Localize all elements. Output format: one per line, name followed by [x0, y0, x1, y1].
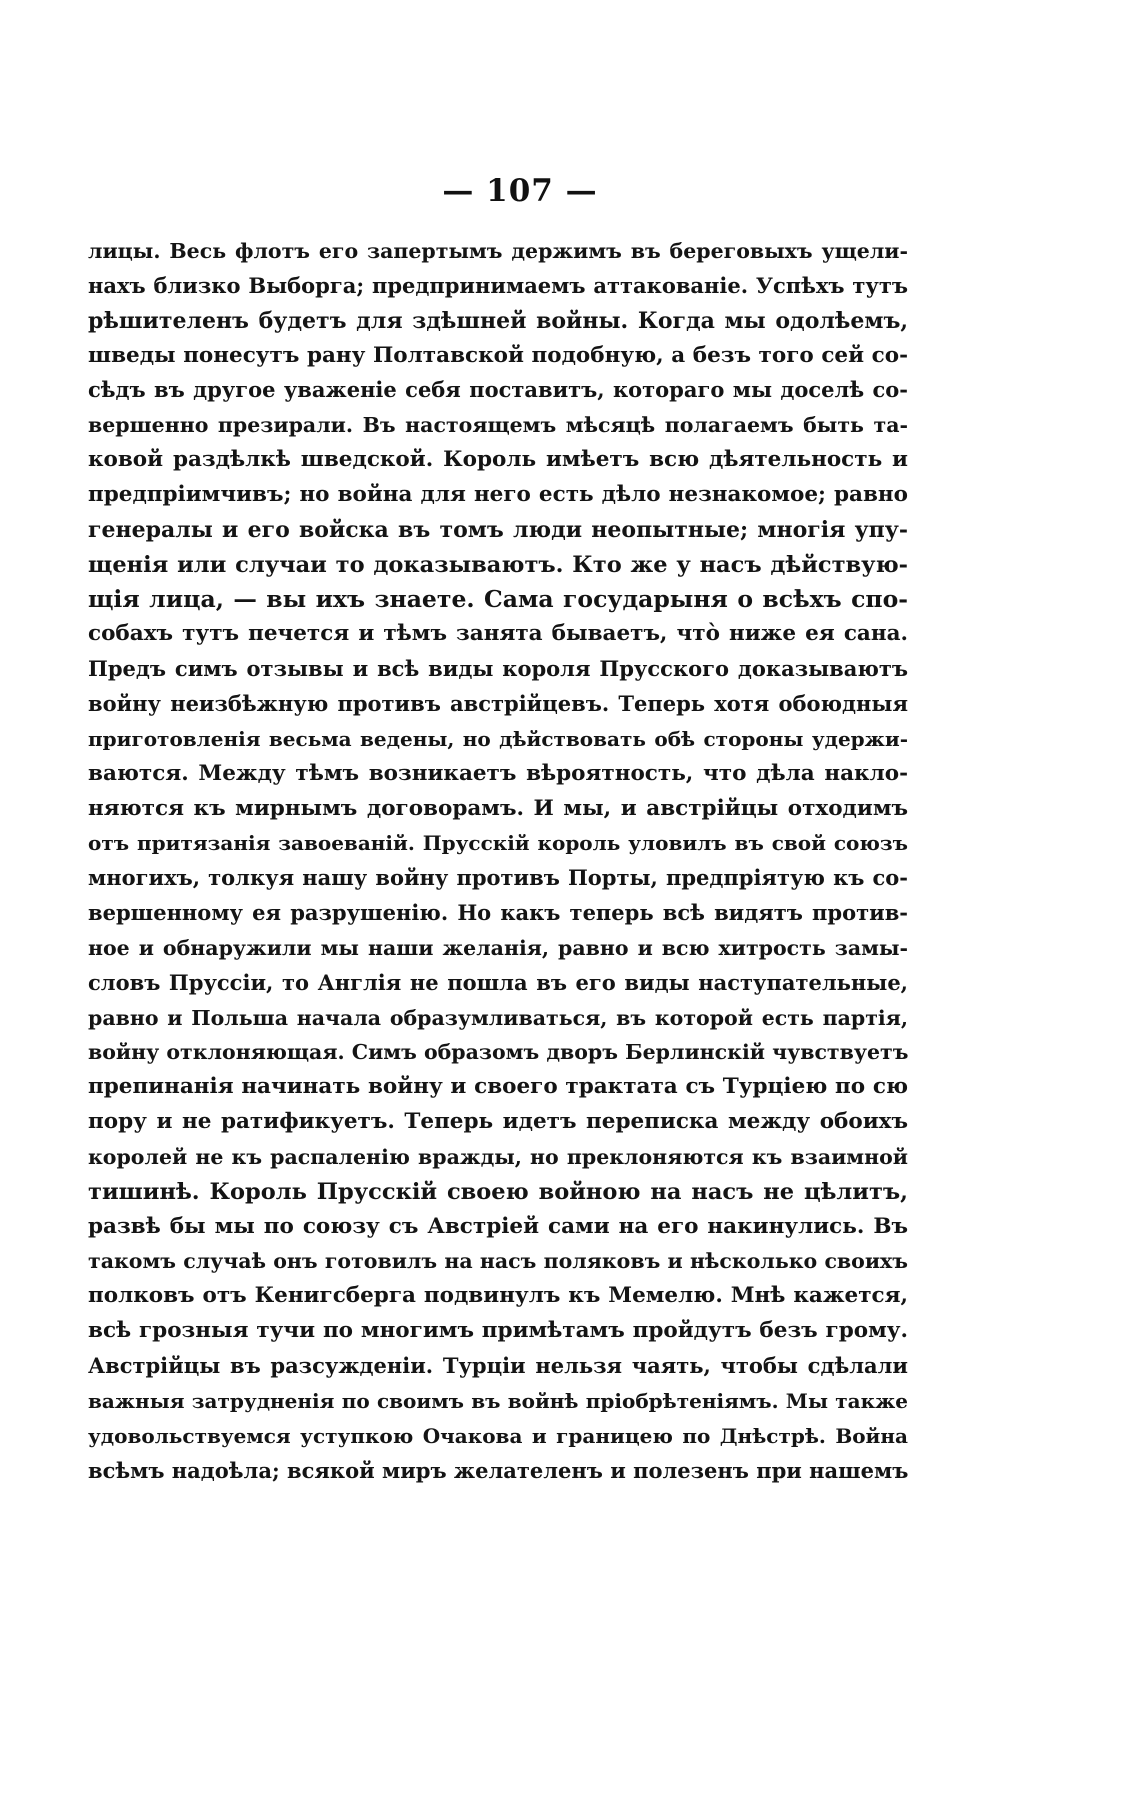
- text-line: сѣдъ въ другое уваженіе себя поставитъ, котораго мы доселѣ со-: [88, 377, 908, 403]
- text-line: многихъ, толкуя нашу войну противъ Порты, предпріятую къ со-: [88, 865, 908, 891]
- text-line: щія лица, — вы ихъ знаете. Сама государыня о всѣхъ спо-: [88, 585, 908, 614]
- text-line: развѣ бы мы по союзу съ Австріей сами на его накинулись. Въ: [88, 1213, 908, 1239]
- text-line: тишинѣ. Король Прусскій своею войною на насъ не цѣлитъ,: [88, 1178, 908, 1205]
- text-line: Австрійцы въ разсужденіи. Турціи нельзя чаять, чтобы сдѣлали: [88, 1353, 908, 1378]
- text-line: ваются. Между тѣмъ возникаетъ вѣроятность, что дѣла накло-: [88, 760, 908, 786]
- text-line: словъ Пруссіи, то Англія не пошла въ его виды наступательные,: [88, 969, 908, 995]
- text-line: королей не къ распаленію вражды, но преклоняются къ взаимной: [88, 1144, 908, 1169]
- text-line: лицы. Весь флотъ его запертымъ держимъ въ береговыхъ ущели-: [88, 239, 908, 263]
- text-line: равно и Польша начала образумливаться, въ которой есть партія,: [88, 1005, 908, 1030]
- text-line: собахъ тутъ печется и тѣмъ занята бываетъ, что̀ ниже ея сана.: [88, 621, 908, 647]
- text-line: такомъ случаѣ онъ готовилъ на насъ поляковъ и нѣсколько своихъ: [88, 1249, 908, 1274]
- text-line: рѣшителенъ будетъ для здѣшней войны. Когда мы одолѣемъ,: [88, 307, 908, 334]
- text-line: важныя затрудненія по своимъ въ войнѣ пріобрѣтеніямъ. Мы также: [88, 1388, 908, 1413]
- text-line: отъ притязанія завоеваній. Прусскій король уловилъ въ свой союзъ: [88, 831, 908, 856]
- text-line: пору и не ратификуетъ. Теперь идетъ переписка между обоихъ: [88, 1109, 908, 1135]
- text-line: ковой раздѣлкѣ шведской. Король имѣетъ всю дѣятельность и: [88, 447, 908, 473]
- text-line: всѣ грозныя тучи по многимъ примѣтамъ пройдутъ безъ грому.: [88, 1318, 908, 1344]
- body-text: [88, 234, 908, 1488]
- text-line: вершенному ея разрушенію. Но какъ теперь всѣ видятъ против-: [88, 900, 908, 926]
- page-number: — 107 —: [442, 173, 598, 209]
- text-line: всѣмъ надоѣла; всякой миръ желателенъ и полезенъ при нашемъ: [88, 1457, 908, 1483]
- text-line: щенія или случаи то доказываютъ. Кто же у насъ дѣйствую-: [88, 551, 908, 578]
- text-line: войну отклоняющая. Симъ образомъ дворъ Берлинскій чувствуетъ: [88, 1040, 908, 1065]
- text-line: удовольствуемся уступкою Очакова и границею по Днѣстрѣ. Война: [88, 1423, 908, 1448]
- text-line: войну неизбѣжную противъ австрійцевъ. Теперь хотя обоюдныя: [88, 690, 908, 716]
- text-line: вершенно презирали. Въ настоящемъ мѣсяцѣ полагаемъ быть та-: [88, 413, 908, 438]
- text-line: няются къ мирнымъ договорамъ. И мы, и австрійцы отходимъ: [88, 795, 908, 821]
- text-line: приготовленія весьма ведены, но дѣйствовать обѣ стороны удержи-: [88, 726, 908, 751]
- text-line: генералы и его войска въ томъ люди неопытные; многія упу-: [88, 516, 908, 543]
- text-line: полковъ отъ Кенигсберга подвинулъ къ Мемелю. Мнѣ кажется,: [88, 1283, 908, 1309]
- text-line: нахъ близко Выборга; предпринимаемъ аттакованіе. Успѣхъ тутъ: [88, 272, 908, 298]
- text-line: препинанія начинать войну и своего трактата съ Турціею по сю: [88, 1074, 908, 1100]
- text-line: ное и обнаружили мы наши желанія, равно и всю хитрость замы-: [88, 935, 908, 960]
- text-line: шведы понесутъ рану Полтавской подобную, а безъ того сей со-: [88, 342, 908, 368]
- text-line: предпріимчивъ; но война для него есть дѣло незнакомое; равно: [88, 481, 908, 507]
- text-line: Предъ симъ отзывы и всѣ виды короля Прусского доказываютъ: [88, 656, 908, 682]
